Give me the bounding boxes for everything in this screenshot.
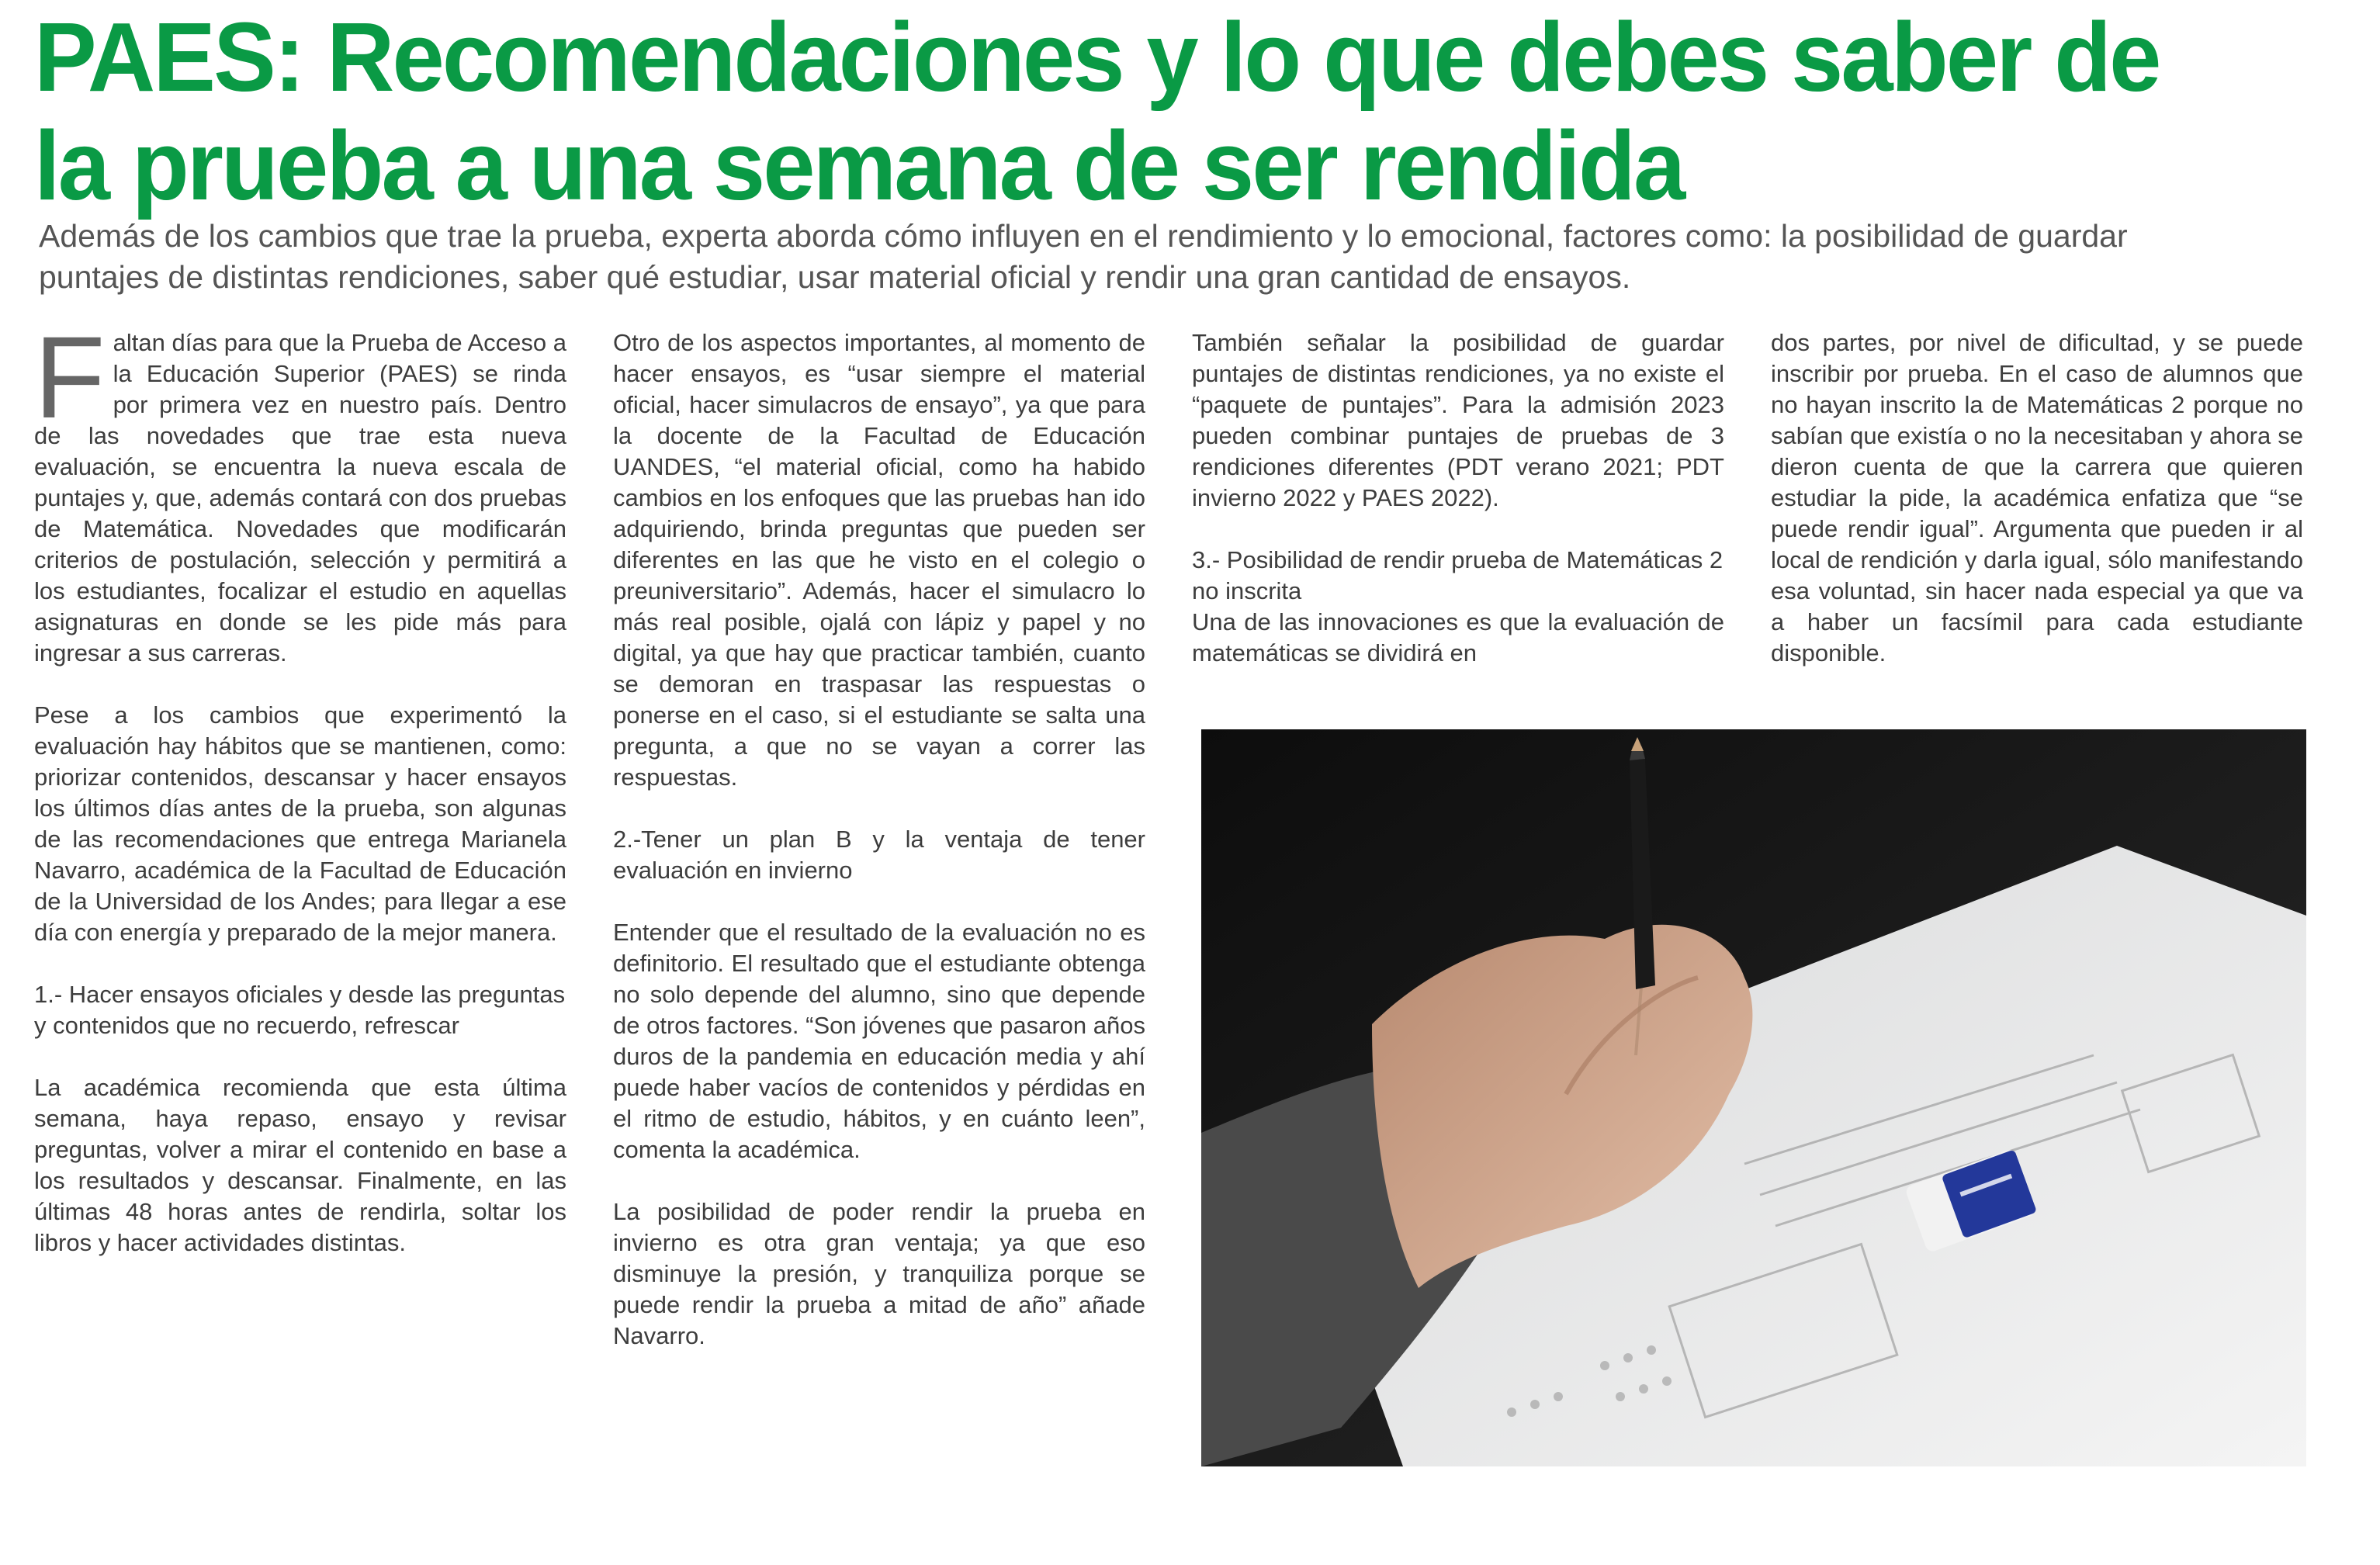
body-column-1: [34, 312, 566, 1259]
section-heading-2: 2.-Tener un plan B y la ventaja de tener evaluación en invierno: [613, 826, 1145, 884]
article-dek: Además de los cambios que trae la prueba, experta aborda cómo influyen en el rendimiento y lo emocional, factores como: la posibilidad de guardar puntajes de distintas rendiciones, saber qué estudiar, usar material oficial y rendir una gran cantidad de ensayos.: [39, 218, 2128, 295]
paragraph: La académica recomienda que esta última semana, haya repaso, ensayo y revisar preguntas, volver a mirar el contenido en base a los resultados y descansar. Finalmente, en las últimas 48 horas antes de rendirla, soltar los libros y hacer actividades distintas.: [34, 1074, 566, 1256]
headline-line-1: PAES: Recomendaciones y lo que debes saber de: [34, 2, 2160, 112]
exam-photo-icon: [1201, 729, 2306, 1466]
paragraph: dos partes, por nivel de dificultad, y se puede inscribir por prueba. En el caso de alumnos que no hayan inscrito la de Matemáticas 2 porque no sabían que existía o no la necesitaban y ahora se dieron cuenta de que la carrera que quieren estudiar la pide, la académica enfatiza que “se puede rendir igual”. Argumenta que pueden ir al local de rendición y darla igual, sólo manifestando esa voluntad, sin hacer nada especial ya que va a haber un facsímil para cada estudiante disponible.: [1771, 329, 2303, 667]
section-heading-1: 1.- Hacer ensayos oficiales y desde las preguntas y contenidos que no recuerdo, refrescar: [34, 981, 566, 1039]
article-headline: [34, 3, 2195, 220]
headline-line-2: la prueba a una semana de ser rendida: [34, 111, 1684, 220]
exam-photo: [1201, 729, 2306, 1466]
body-column-3: [1192, 327, 1724, 669]
paragraph: Una de las innovaciones es que la evaluación de matemáticas se dividirá en: [1192, 608, 1724, 667]
section-3: [1192, 545, 1724, 669]
paragraph: La posibilidad de poder rendir la prueba en invierno es otra gran ventaja; ya que eso disminuye la presión, y tranquiliza porque se puede rendir la prueba a mitad de año” añade Navarro.: [613, 1198, 1145, 1349]
paragraph: Pese a los cambios que experimentó la evaluación hay hábitos que se mantienen, como: priorizar contenidos, descansar y hacer ensayos los últimos días antes de la prueba, son algunas de las recomendaciones que entrega Marianela Navarro, académica de la Facultad de Educación de la Universidad de los Andes; para llegar a ese día con energía y preparado de la mejor manera.: [34, 701, 566, 946]
paragraph-intro-text: altan días para que la Prueba de Acceso a la Educación Superior (PAES) se rinda por primera vez en nuestro país. Dentro de las novedades que trae esta nueva evaluación, se encuentra la nueva escala de puntajes y, que, además contará con dos pruebas de Matemática. Novedades que modificarán criterios de postulación, selección y permitirá a los estudiantes, focalizar el estudio en aquellas asignaturas en donde se les pide más para ingresar a sus carreras.: [34, 329, 566, 667]
paragraph: Otro de los aspectos importantes, al momento de hacer ensayos, es “usar siempre el material oficial, hacer simulacros de ensayo”, ya que para la docente de la Facultad de Educación UANDES, “el material oficial, como ha habido cambios en los enfoques que las pruebas han ido adquiriendo, brinda preguntas que pueden ser diferentes en las que he visto en el colegio o preuniversitario”. Además, hacer el simulacro lo más real posible, ojalá con lápiz y papel y no digital, ya que hay que practicar también, cuanto se demoran en traspasar las respuestas o ponerse en el caso, si el estudiante se salta una pregunta, a que no se vayan a correr las respuestas.: [613, 329, 1145, 791]
drop-cap: F: [34, 312, 106, 442]
body-column-2: [613, 327, 1145, 1352]
section-heading-3: 3.- Posibilidad de rendir prueba de Matemáticas 2 no inscrita: [1192, 546, 1724, 604]
paragraph-intro: [34, 312, 566, 669]
body-column-4: [1771, 327, 2303, 669]
paragraph: También señalar la posibilidad de guardar puntajes de distintas rendiciones, ya no existe el “paquete de puntajes”. Para la admisión 2023 pueden combinar puntajes de pruebas de 3 rendiciones diferentes (PDT verano 2021; PDT invierno 2022 y PAES 2022).: [1192, 329, 1724, 511]
paragraph: Entender que el resultado de la evaluación no es definitorio. El resultado que el estudiante obtenga no solo depende del alumno, sino que depende de otros factores. “Son jóvenes que pasaron años duros de la pandemia en educación media y ahí puede haber vacíos de contenidos y pérdidas en el ritmo de estudio, hábitos, y en cuánto leen”, comenta la académica.: [613, 919, 1145, 1163]
